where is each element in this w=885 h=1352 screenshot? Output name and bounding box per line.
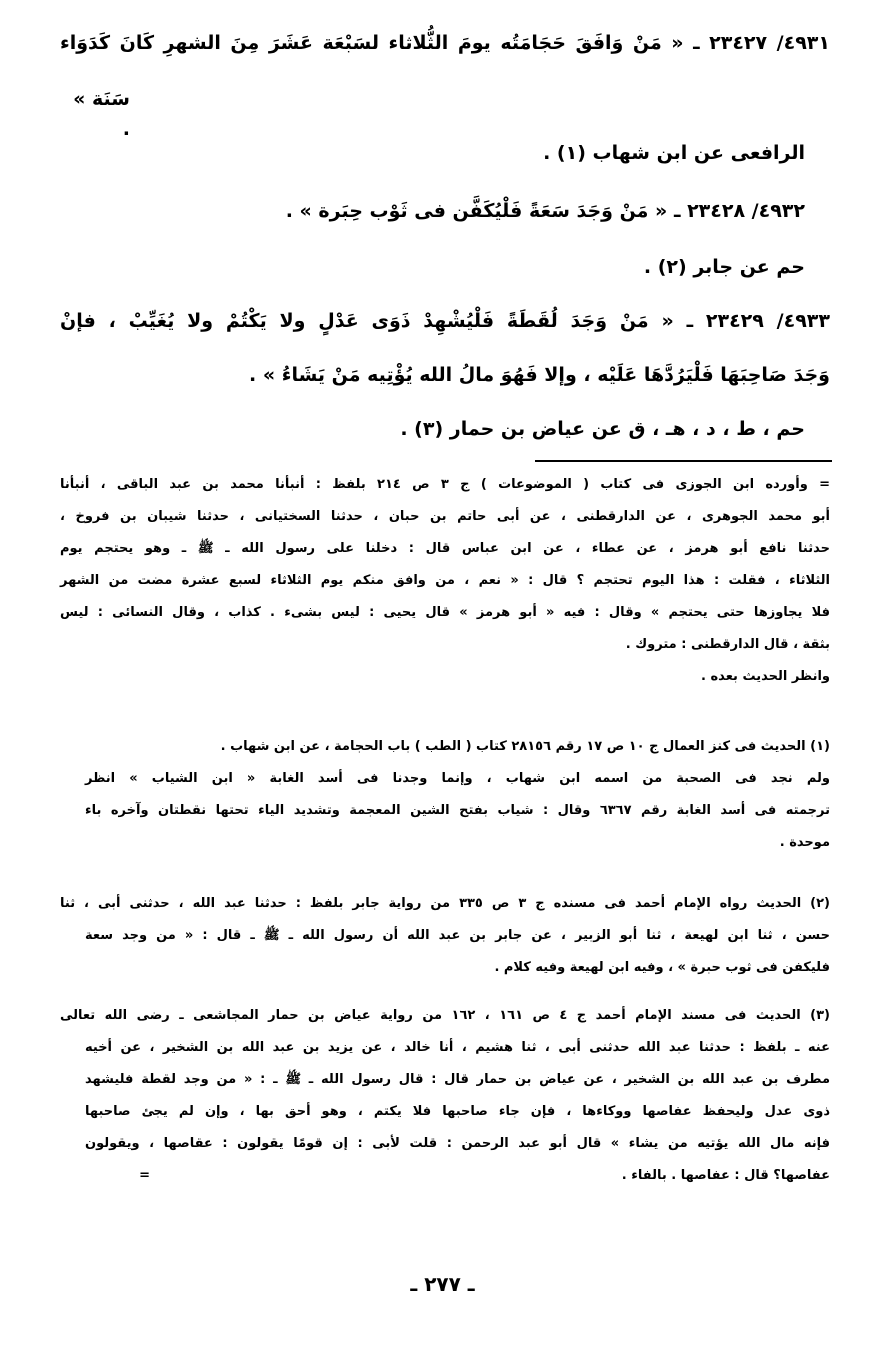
hadith-4932: ٤٩٣٢/ ٢٣٤٢٨ ـ « مَنْ وَجَدَ سَعَةً فَلْيُكَفَّن فى ثَوْب حِبَرة » . [285, 200, 805, 222]
footnote-continuation-line: حدثنا نافع أبو هرمز ، عن عطاء ، عن ابن عباس قال : دخلنا على رسول الله ـ ﷺ ـ وهو يحتجم يوم [60, 541, 830, 556]
footnote-continuation-line: أبو محمد الجوهرى ، عن الدارقطنى ، عن أبى حاتم بن حبان ، حدثنا السختيانى ، حدثنا شيبان بن فروخ ، [60, 509, 830, 524]
footnote-continuation-line: وانظر الحديث بعده . [701, 669, 830, 684]
hadith-4933-source: حم ، ط ، د ، هـ ، ق عن عياض بن حمار (٣) . [400, 418, 805, 440]
continued-marker: = [139, 1168, 150, 1183]
footnote-2-line: حسن ، ثنا ابن لهيعة ، ثنا أبو الزبير ، عن جابر بن عبد الله أن رسول الله ـ ﷺ ـ قال : « من وجد سعة [85, 928, 830, 943]
footnote-2-line: فليكفن فى ثوب حبرة » ، وفيه ابن لهيعة وفيه كلام . [494, 960, 830, 975]
hadith-4931-source: الرافعى عن ابن شهاب (١) . [543, 142, 805, 164]
footnote-continuation-line: = وأورده ابن الجوزى فى كتاب ( الموضوعات ) ج ٣ ص ٢١٤ بلفظ : أنبأنا محمد بن عبد الباقى ، أنبأنا [60, 477, 830, 492]
footnote-divider [535, 460, 832, 462]
footnote-1-line: ولم نجد فى الصحبة من اسمه ابن شهاب ، وإنما وجدنا فى أسد الغابة « ابن الشياب » انظر [85, 771, 830, 786]
footnote-continuation-line: فلا يجاوزها حتى يحتجم » وقال : فيه « أبو هرمز » قال يحيى : ليس بشىء . كذاب ، وقال النسائى : ليس [60, 605, 830, 620]
hadith-4931-line-1: ٤٩٣١/ ٢٣٤٢٧ ـ « مَنْ وَافَقَ حَجَامَتُه يومَ الثُّلاثاء لسَبْعَة عَشَرَ مِنَ الشهرِ كَانَ كَدَوَاء [60, 32, 830, 54]
hadith-4932-source: حم عن جابر (٢) . [643, 256, 805, 278]
footnote-1-line: ترجمته فى أسد الغابة رقم ٦٣٦٧ وقال : شياب بفتح الشين المعجمة وتشديد الياء تحتها نقطتان وآخره باء [85, 803, 830, 818]
hadith-4931-line-2: سَنَة » . [73, 88, 130, 140]
footnote-3-line: ذوى عدل وليحفظ عفاصها ووكاءها ، فإن جاء صاحبها فلا يكتم ، وهو أحق بها ، وإن لم يجئ صاحبها [85, 1104, 830, 1119]
footnote-3-line: عفاصها؟ قال : عفاصها . بالفاء . [621, 1168, 830, 1183]
footnote-1-line: موحدة . [779, 835, 830, 850]
footnote-3: (٣) الحديث فى مسند الإمام أحمد ج ٤ ص ١٦١ ، ١٦٢ من رواية عياض بن حمار المجاشعى ـ رضى الله تعالى [60, 1008, 830, 1023]
hadith-4933-line-2: وَجَدَ صَاحِبَهَا فَلْيَرُدَّهَا عَلَيْه ، وإلا فَهُوَ مالُ الله يُؤْتِيه مَنْ يَشَاءُ » . [249, 364, 830, 386]
footnote-3-line: فإنه مال الله يؤتيه من يشاء » قال أبو عبد الرحمن : قلت لأبى : إن قومًا يقولون : عقاصها ، ويقولون [85, 1136, 830, 1151]
footnote-3-line: عنه ـ بلفظ : حدثنا عبد الله حدثنى أبى ، ثنا هشيم ، أنا خالد ، عن يزيد بن عبد الله بن الشخير ، عن أخيه [85, 1040, 830, 1055]
footnote-1: (١) الحديث فى كنز العمال ج ١٠ ص ١٧ رقم ٢٨١٥٦ كتاب ( الطب ) باب الحجامة ، عن ابن شهاب . [220, 739, 830, 754]
page-number: ـ ٢٧٧ ـ [410, 1272, 475, 1296]
hadith-4933-line-1: ٤٩٣٣/ ٢٣٤٢٩ ـ « مَنْ وَجَدَ لُقَطَةً فَلْيُشْهِدْ ذَوَى عَدْلٍ ولا يَكْتُمْ ولا يُغَيِّبْ ، فإنْ [60, 310, 830, 332]
footnote-3-line: مطرف بن عبد الله بن الشخير ، عن عياض بن حمار قال : قال رسول الله ـ ﷺ ـ : « من وجد لقطة فليشهد [85, 1072, 830, 1087]
footnote-continuation-line: بثقة ، قال الدارقطنى : متروك . [625, 637, 830, 652]
footnote-2: (٢) الحديث رواه الإمام أحمد فى مسنده ج ٣ ص ٣٣٥ من رواية جابر بلفظ : حدثنا عبد الله ، حدثنى أبى ، ثنا [60, 896, 830, 911]
footnote-continuation-line: الثلاثاء ، فقلت : هذا اليوم تحتجم ؟ قال : « نعم ، من وافق منكم يوم الثلاثاء لسبع عشرة مضت من الشهر [60, 573, 830, 588]
